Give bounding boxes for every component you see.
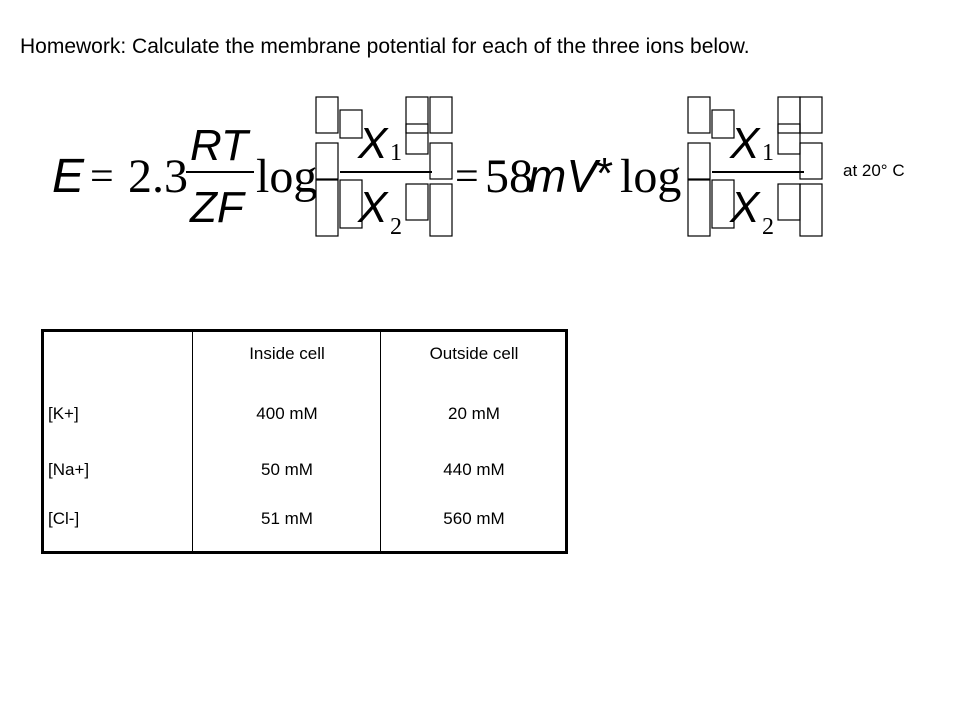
row-outside-na: 440 mM: [443, 460, 505, 479]
row-ion-cl: [Cl-]: [48, 509, 80, 528]
eq-sub-bottom-1: 2: [390, 214, 402, 240]
eq-equals-1: =: [90, 154, 114, 200]
row-outside-cl: 560 mM: [443, 509, 505, 528]
eq-numerator: RT: [190, 121, 248, 170]
eq-log-1: log: [256, 150, 318, 203]
eq-times: *: [596, 149, 614, 198]
eq-log-2: log: [620, 150, 682, 203]
row-ion-na: [Na+]: [48, 460, 90, 479]
eq-sub-top-1: 1: [390, 140, 402, 166]
table-divider-1: [192, 332, 193, 551]
eq-denominator: ZF: [190, 183, 244, 232]
eq-sub-bottom-2: 2: [762, 214, 774, 240]
nernst-equation: [0, 0, 960, 300]
header-inside: Inside cell: [249, 344, 325, 363]
eq-rhs-unit: mV: [528, 150, 597, 202]
eq-var-bottom-2: X: [730, 183, 760, 232]
eq-lhs: E: [52, 150, 85, 203]
eq-coefficient: 2.3: [128, 150, 188, 203]
eq-sub-top-2: 1: [762, 140, 774, 166]
page-title: Homework: Calculate the membrane potential for each of the three ions below.: [20, 35, 750, 58]
row-outside-k: 20 mM: [448, 404, 500, 423]
eq-var-top-2: X: [730, 119, 760, 168]
row-ion-k: [K+]: [48, 404, 79, 423]
header-outside: Outside cell: [429, 344, 519, 363]
temperature-note: at 20° C: [843, 161, 905, 180]
eq-var-bottom-1: X: [358, 183, 388, 232]
concentration-table: [41, 329, 568, 554]
eq-rhs-number: 58: [485, 150, 533, 203]
row-inside-na: 50 mM: [261, 460, 313, 479]
table-divider-2: [380, 332, 381, 551]
row-inside-cl: 51 mM: [261, 509, 313, 528]
eq-var-top-1: X: [358, 119, 388, 168]
eq-equals-2: =: [455, 154, 479, 200]
row-inside-k: 400 mM: [256, 404, 318, 423]
